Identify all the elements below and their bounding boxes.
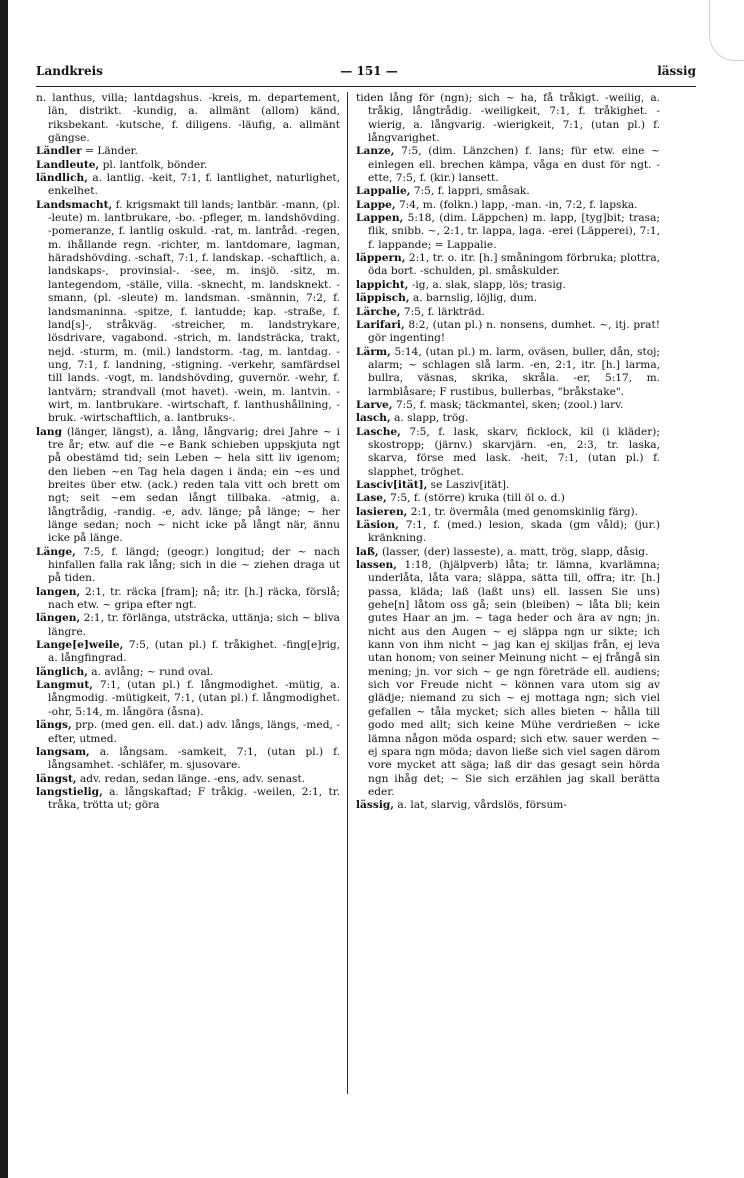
entry-definition: 7:5, (dim. Länzchen) f. lans; für etw. eine ~ einlegen ell. brechen kämpa, våga en dust för ngt. -ette, 7:5, f. (kir.) lansett.: [368, 145, 660, 185]
dictionary-entry: [356, 279, 660, 292]
dictionary-entry: [356, 252, 660, 279]
entry-definition: a. långskaftad; F tråkig. -weilen, 2:1, tr. tråka, trötta ut; göra: [48, 785, 340, 812]
page-number: — 151 —: [340, 64, 398, 78]
entry-headword: Lasche,: [356, 425, 401, 438]
entry-definition: 7:5, f. mask; täckmantel, sken; (zool.) larv.: [395, 398, 624, 411]
dictionary-entry: [36, 719, 340, 746]
entry-headword: Lange[e]weile,: [36, 639, 124, 652]
entry-headword: Lappe,: [356, 198, 396, 211]
dictionary-entry: [356, 212, 660, 252]
dictionary-entry: [356, 519, 660, 546]
entry-definition: (lasser, (der) lasseste), a. matt, trög, slapp, dåsig.: [382, 545, 649, 558]
entry-definition: 2:1, tr. förlänga, utsträcka, uttänja; sich ~ bliva längre.: [48, 612, 340, 638]
entry-definition: 1:18, (hjälpverb) låta; tr. lämna, kvarlämna; underlåta, låta vara; släppa, sätta till, offra; itr. [h.] passa, kläda; laß (laßt uns) ell. lassen Sie uns) gehe[n] låtom oss gå; sein (bleiben) ~ låta bli; kein gutes Haar an jm. ~ taga heder och ära av ngn; jn. nicht aus den Augen ~ ej släppa ngn ur sikte; ich kann von ihm nicht ~ jag kan ej skiljas från, ej leva utan honom; von seiner Meinung nicht ~ ej frångå sin mening; jn. vor sich ~ ge ngn företräde ell. audiens; sich vor Freude nicht ~ können vara utom sig av glädje; niemand zu sich ~ ej mottaga ngn; sich viel gefallen ~ tåla mycket; sich alles bieten ~ hålla till godo med allt; sich keine Mühe verdrießen ~ icke lämna någon möda ospard; sich etw. sauer werden ~ ej spara ngn möda; davon ließe sich viel sagen därom vore mycket att säga; laß dir das gesagt sein hörda ngn ihåg det; ~ Sie sich erzählen jag skall berätta eder.: [368, 559, 660, 798]
entry-definition: tiden lång för (ngn); sich ~ ha, få tråkigt. -weilig, a. tråkig, långtrådig. -weiligkeit, 7:1, f. tråkighet. -wierig, a. långvarig. -wierigkeit, 7:1, (utan pl.) f. långvarighet.: [356, 92, 660, 145]
entry-headword: langsam,: [36, 745, 90, 758]
dictionary-column-right: [356, 92, 660, 1102]
entry-definition: 7:5, f. lappri, småsak.: [413, 185, 530, 198]
entry-definition: f. krigsmakt till lands; lantbär. -mann, (pl. -leute) m. lantbrukare, -bo. -pfleger, m. landshövding. -pomeranze, f. lantlig oskuld. -rat, m. lantråd. -regen, m. ihållande regn. -richter, m. lantdomare, lagman, häradshövding. -schaft, 7:1, f. landskap. -schaftlich, a. landskaps-, provinsial-. -see, m. insjö. -sitz, m. lantegendom, -ställe, villa. -sknecht, m. landsknekt. -smann, (pl. -sleute) m. landsman. -smännin, 7:2, f. landsmaninna. -spitze, f. lantudde; kap. -straße, f. land[s]-, stråkväg. -streicher, m. landstrykare, lösdrivare, vagabond. -strich, m. landsträcka, trakt, nejd. -sturm, m. (mil.) landstorm. -tag, m. lantdag. -ung, 7:1, f. landning, -stigning. -verkehr, samfärdsel till lands. -vogt, m. landshövding, guvernör. -wehr, f. lantvärn; strandvall (mot havet). -wein, m. lantvin. -wirt, m. lantbrukare. -wirtschaft, f. lanthushållning, -bruk. -wirtschaftlich, a. lantbruks-.: [48, 198, 340, 425]
entry-definition: 7:5, (utan pl.) f. tråkighet. -fing[e]rig, a. långfingrad.: [48, 639, 340, 665]
entry-headword: Lanze,: [356, 145, 395, 158]
dictionary-entry: [36, 773, 340, 786]
entry-headword: lassen,: [356, 559, 397, 572]
entry-definition: 7:1, (utan pl.) f. långmodighet. -mütig, a. långmodig. -mütigkeit, 7:1, (utan pl.) f. långmodighet. -ohr, 5:14, m. långöra (åsna).: [48, 679, 340, 718]
entry-definition: prp. (med gen. ell. dat.) adv. långs, längs, -med, -efter, utmed.: [48, 719, 340, 745]
entry-headword: Larve,: [356, 398, 393, 411]
entry-definition: 7:5, f. lärkträd.: [403, 305, 485, 318]
header-left-guide-word: Landkreis: [36, 64, 103, 78]
dictionary-entry: [36, 679, 340, 719]
entry-headword: Länge,: [36, 545, 76, 558]
dictionary-entry: [36, 426, 340, 546]
entry-headword: lappicht,: [356, 278, 409, 291]
entry-headword: läppisch,: [356, 292, 410, 305]
entry-headword: längst,: [36, 772, 77, 785]
dictionary-entry: [356, 346, 660, 399]
dictionary-entry: [36, 92, 340, 145]
dictionary-entry: [36, 746, 340, 773]
dictionary-entry: [36, 786, 340, 813]
entry-definition: a. långsam. -samkeit, 7:1, (utan pl.) f. långsamhet. -schläfer, m. sjusovare.: [48, 745, 340, 772]
entry-headword: Landsmacht,: [36, 198, 113, 211]
entry-definition: 8:2, (utan pl.) n. nonsens, dumhet. ~, itj. prat! gör ingenting!: [368, 318, 660, 345]
dictionary-entry: [36, 586, 340, 613]
dictionary-entry: [356, 306, 660, 319]
entry-headword: Lase,: [356, 492, 387, 505]
running-header: [36, 64, 696, 84]
dictionary-entry: [356, 492, 660, 505]
entry-definition: (länger, längst), a. lång, långvarig; drei Jahre ~ i tre år; etw. auf die ~e Bank schieben uppskjuta ngt på obestämd tid; sein Leben ~ hela sitt liv igenom; den lieben ~en Tag hela dagen i ända; ein ~es und breites über etw. (ack.) reden tala vitt och brett om ngt; seit ~em sedan långt tillbaka. -atmig, a. långtrådig, -randig. -e, adv. länge; på länge; ~ her länge sedan; noch ~ nicht icke på långt när, ännu icke på länge.: [48, 425, 340, 545]
dictionary-entry: [356, 145, 660, 185]
entry-headword: längs,: [36, 719, 72, 732]
dictionary-entry: [356, 412, 660, 425]
entry-definition: 2:1, tr. o. itr. [h.] småningom förbruka; plottra, öda bort. -schulden, pl. småskulder.: [368, 252, 660, 278]
entry-definition: a. slapp, trög.: [394, 412, 469, 425]
entry-headword: lasieren,: [356, 505, 408, 518]
entry-headword: Lappalie,: [356, 185, 411, 198]
entry-definition: 7:5, f. (större) kruka (till öl o. d.): [390, 492, 565, 505]
entry-headword: Langmut,: [36, 679, 93, 692]
entry-definition: = Länder.: [85, 145, 138, 158]
entry-headword: Larifari,: [356, 318, 405, 331]
dictionary-entry: [36, 612, 340, 639]
entry-headword: laß,: [356, 545, 379, 558]
entry-definition: pl. lantfolk, bönder.: [102, 158, 208, 171]
entry-definition: a. lantlig. -keit, 7:1, f. lantlighet, naturlighet, enkelhet.: [48, 172, 340, 198]
entry-definition: 2:1, tr. räcka [fram]; nå; itr. [h.] räcka, förslå; nach etw. ~ gripa efter ngt.: [48, 585, 340, 612]
dictionary-entry: [36, 639, 340, 666]
dictionary-entry: [356, 426, 660, 479]
entry-definition: se Lasziv[ität].: [430, 478, 510, 491]
entry-definition: 5:14, (utan pl.) m. larm, oväsen, buller, dån, stoj; alarm; ~ schlagen slå larm. -en, 2:1, itr. [h.] larma, bullra, väsnas, skrika, skråla. -er, 5:17, m. larmblåsare; F rustibus, bullerbas, "bråkstake".: [368, 345, 660, 398]
entry-headword: Lärche,: [356, 305, 401, 318]
dictionary-column-left: [36, 92, 340, 1102]
page-corner-mark: [709, 0, 744, 61]
dictionary-entry: [36, 159, 340, 172]
entry-definition: a. avlång; ~ rund oval.: [91, 665, 214, 678]
entry-headword: länglich,: [36, 665, 88, 678]
entry-headword: lang: [36, 425, 62, 438]
entry-definition: 5:18, (dim. Läppchen) m. lapp, [tyg]bit; trasa; flik, snibb. ~, 2:1, tr. lappa, laga. -erei (Läpperei), 7:1, f. lappande; = Lappalie.: [368, 212, 660, 251]
entry-definition: a. barnslig, löjlig, dum.: [412, 292, 538, 305]
entry-headword: längen,: [36, 612, 81, 625]
entry-headword: ländlich,: [36, 172, 88, 185]
dictionary-entry: [356, 559, 660, 799]
dictionary-entry: [36, 172, 340, 199]
dictionary-entry: [356, 399, 660, 412]
book-page-edge: [0, 0, 8, 1178]
entry-headword: Lasciv[ität],: [356, 478, 428, 491]
entry-headword: Lärm,: [356, 345, 391, 358]
entry-definition: 7:4, m. (folkn.) lapp, -man. -in, 7:2, f. lapska.: [398, 198, 638, 211]
dictionary-entry: [356, 799, 660, 812]
entry-definition: 7:1, f. (med.) lesion, skada (gm våld); (jur.) kränkning.: [368, 519, 660, 545]
dictionary-entry: [356, 319, 660, 346]
dictionary-entry: [36, 199, 340, 426]
entry-definition: 7:5, f. lask, skarv, ficklock, kil (i kläder); skostropp; (järnv.) skarvjärn. -en, 2:3, tr. laska, skarva, förse med lask. -heit, 7:1, (utan pl.) f. slapphet, tröghet.: [368, 425, 660, 478]
dictionary-entry: [356, 292, 660, 305]
dictionary-entry: [356, 199, 660, 212]
dictionary-entry: [356, 546, 660, 559]
column-divider: [347, 92, 348, 1094]
entry-headword: Ländler: [36, 145, 82, 158]
entry-headword: lasch,: [356, 412, 391, 425]
entry-headword: läppern,: [356, 252, 406, 265]
dictionary-entry: [36, 145, 340, 158]
dictionary-entry: [356, 92, 660, 145]
header-right-guide-word: lässig: [657, 64, 696, 78]
entry-definition: n. lanthus, villa; lantdagshus. -kreis, m. departement, län, distrikt. -kundig, a. allmänt (allom) känd, riksbekant. -kutsche, f. diligens. -läufig, a. allmänt gängse.: [36, 92, 340, 145]
dictionary-entry: [356, 506, 660, 519]
entry-headword: Läsion,: [356, 519, 399, 531]
entry-headword: Landleute,: [36, 158, 100, 171]
dictionary-entry: [356, 185, 660, 198]
entry-definition: 2:1, tr. övermåla (med genomskinlig färg).: [410, 505, 638, 518]
entry-headword: langstielig,: [36, 785, 103, 798]
dictionary-entry: [356, 479, 660, 492]
dictionary-entry: [36, 546, 340, 586]
entry-definition: a. lat, slarvig, vårdslös, försum-: [397, 799, 567, 812]
entry-headword: langen,: [36, 585, 81, 598]
entry-headword: Lappen,: [356, 212, 404, 225]
entry-definition: 7:5, f. längd; (geogr.) longitud; der ~ nach hinfallen falla rak lång; sich in die ~ ziehen draga ut på tiden.: [48, 545, 340, 585]
entry-definition: -ig, a. slak, slapp, lös; trasig.: [411, 278, 566, 291]
dictionary-entry: [36, 666, 340, 679]
header-rule: [36, 86, 696, 87]
entry-headword: lässig,: [356, 799, 394, 812]
entry-definition: adv. redan, sedan länge. -ens, adv. senast.: [79, 772, 306, 785]
